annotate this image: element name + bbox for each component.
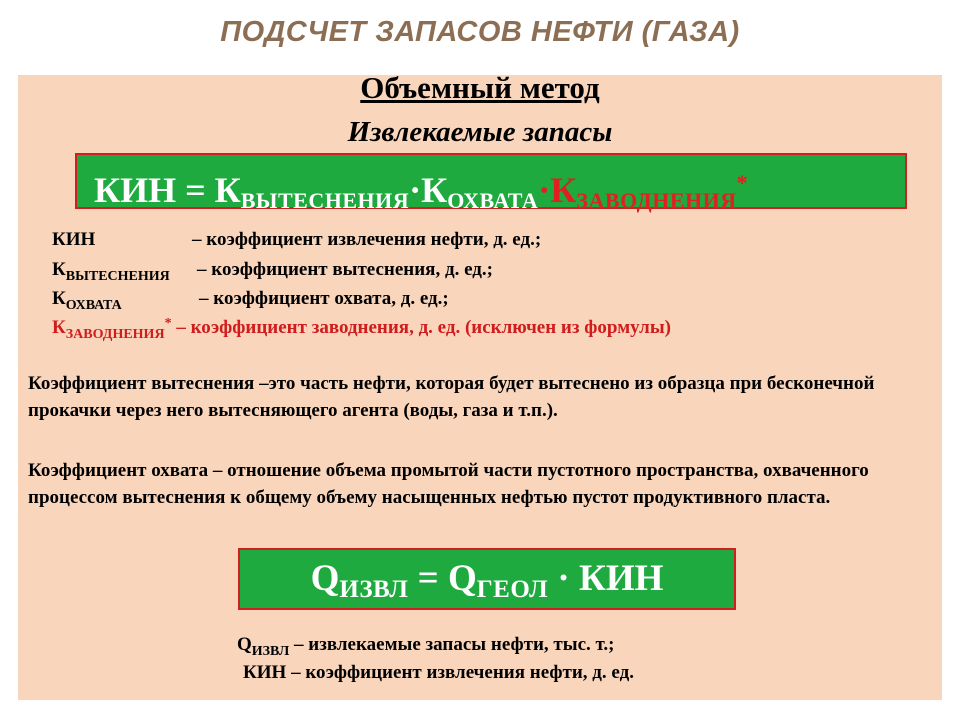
definition-row [52, 316, 671, 343]
q-definition-row [243, 662, 634, 684]
definition-row [52, 288, 122, 314]
q-formula-rest: · КИН [548, 558, 664, 599]
q-formula-q: Q [310, 558, 340, 599]
formula-sub-displacement: ВЫТЕСНЕНИЯ [240, 188, 410, 213]
definition-term: К [52, 317, 66, 338]
definition-desc: – коэффициент извлечения нефти, д. ед.; [192, 229, 542, 250]
q-formula-eq: = Q [408, 558, 477, 599]
definition-desc: – коэффициент заводнения, д. ед. (исключен из формулы) [176, 317, 671, 338]
formula-dot: · [538, 170, 551, 210]
definition-sub: ЗАВОДНЕНИЯ [65, 327, 165, 342]
q-definition-row [237, 634, 615, 660]
definition-term: КИН [52, 229, 96, 250]
definition-desc: – коэффициент охвата, д. ед.; [199, 288, 449, 309]
q-definition-desc: – извлекаемые запасы нефти, тыс. т.; [294, 634, 615, 655]
definition-desc: – коэффициент вытеснения, д. ед.; [197, 259, 493, 280]
q-formula-box [238, 548, 736, 610]
definition-term: К [52, 259, 66, 280]
displacement-paragraph: Коэффициент вытеснения –это часть нефти, которая будет вытеснено из образца при бесконечной прокачки через него вытесняющего агента (воды, газа и т.п.). [28, 373, 875, 421]
formula-dot-k: ·К [409, 170, 448, 210]
q-definition-term: Q [237, 634, 252, 655]
formula-sub-flooding: ЗАВОДНЕНИЯ [576, 188, 737, 213]
formula-star: * [736, 170, 748, 195]
recoverable-heading: Извлекаемые запасы [347, 116, 613, 148]
sweep-paragraph: Коэффициент охвата – отношение объема промытой части пустотного пространства, охваченного процессом вытеснения к общему объему насыщенных нефтью пустот продуктивного пласта. [28, 460, 869, 508]
q-formula-sub-geol: ГЕОЛ [476, 576, 549, 603]
q-definition-sub: ИЗВЛ [251, 644, 290, 659]
definition-row [52, 259, 170, 285]
q-definition-term: КИН [243, 662, 287, 683]
definition-term: К [52, 288, 66, 309]
kin-formula-box [75, 153, 907, 213]
q-formula-sub-izvl: ИЗВЛ [339, 576, 409, 603]
definition-star: * [164, 316, 172, 331]
slide-title: ПОДСЧЕТ ЗАПАСОВ НЕФТИ (ГАЗА) [220, 16, 740, 48]
formula-lhs: КИН = К [94, 170, 241, 210]
definition-sub: ОХВАТА [65, 298, 122, 313]
definition-row [52, 229, 95, 251]
definition-sub: ВЫТЕСНЕНИЯ [65, 269, 170, 284]
q-definition-desc: – коэффициент извлечения нефти, д. ед. [291, 662, 634, 683]
method-heading: Объемный метод [360, 70, 600, 105]
formula-sub-sweep: ОХВАТА [447, 188, 539, 213]
formula-k-flood: К [550, 170, 577, 210]
